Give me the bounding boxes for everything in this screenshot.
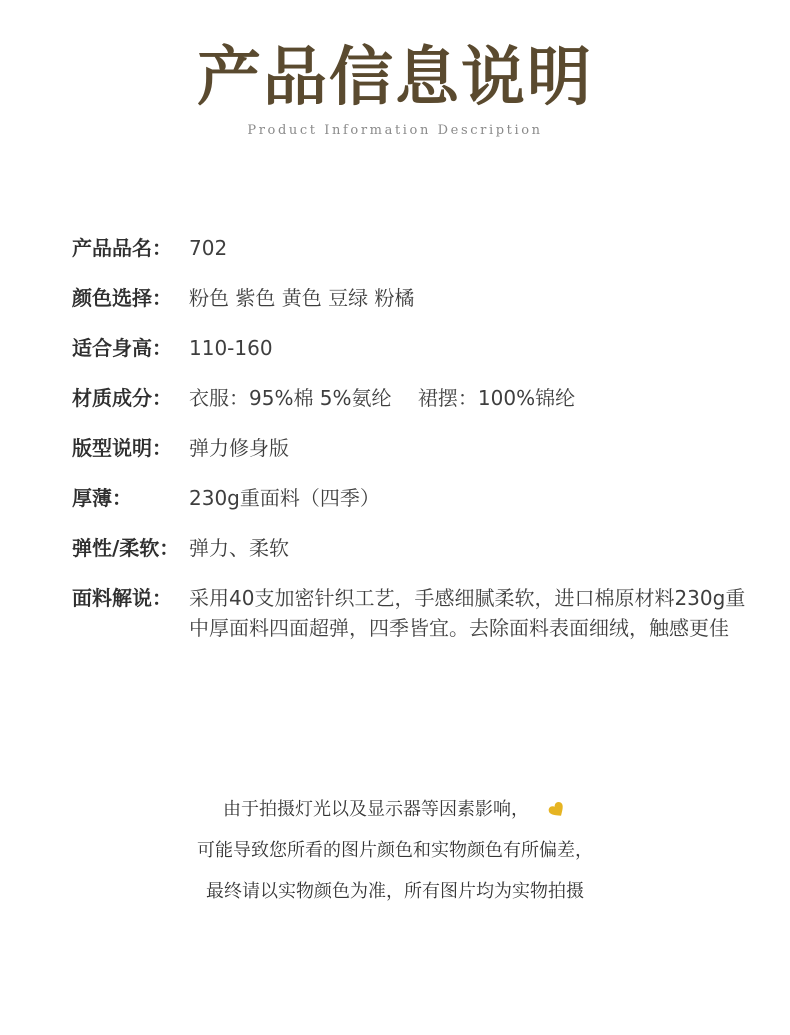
color-disclaimer (0, 792, 790, 915)
spec-value: 702 (189, 236, 228, 260)
spec-row-material (72, 383, 762, 413)
heart-icon (547, 800, 567, 820)
spec-value: 弹力修身版 (189, 436, 289, 460)
spec-value: 230g重面料（四季） (189, 486, 380, 510)
spec-label: 适合身高： (72, 336, 172, 360)
spec-label: 弹性/柔软： (72, 536, 180, 560)
spec-row-fit (72, 433, 762, 463)
spec-row-thickness (72, 483, 762, 513)
page-title: 产品信息说明 (197, 41, 593, 115)
spec-label: 产品品名： (72, 236, 172, 260)
spec-value: 衣服：95%棉 5%氨纶 裙摆：100%锦纶 (189, 386, 576, 410)
spec-label: 版型说明： (72, 436, 172, 460)
disclaimer-text: 由于拍摄灯光以及显示器等因素影响， (223, 799, 529, 820)
spec-row-colors (72, 283, 762, 313)
page-subtitle: Product Information Description (247, 123, 543, 138)
spec-row-product-name (72, 233, 762, 263)
spec-label: 材质成分： (72, 386, 172, 410)
spec-row-height (72, 333, 762, 363)
spec-label: 面料解说： (72, 586, 172, 610)
spec-value: 弹力、柔软 (189, 536, 289, 560)
spec-label: 厚薄： (72, 486, 132, 510)
spec-value: 采用40支加密针织工艺，手感细腻柔软，进口棉原材料230g重中厚面料四面超弹，四季皆宜。去除面料表面细绒，触感更佳 (189, 586, 746, 640)
disclaimer-line-3: 最终请以实物颜色为准，所有图片均为实物拍摄 (206, 881, 584, 902)
spec-value: 粉色 紫色 黄色 豆绿 粉橘 (189, 286, 415, 310)
disclaimer-line-1 (0, 792, 790, 832)
spec-label: 颜色选择： (72, 286, 172, 310)
spec-row-fabric-description (72, 583, 762, 643)
disclaimer-line-2: 可能导致您所看的图片颜色和实物颜色有所偏差， (197, 840, 593, 861)
spec-row-elasticity (72, 533, 762, 563)
spec-value: 110-160 (189, 336, 273, 360)
product-spec-list (72, 233, 762, 663)
